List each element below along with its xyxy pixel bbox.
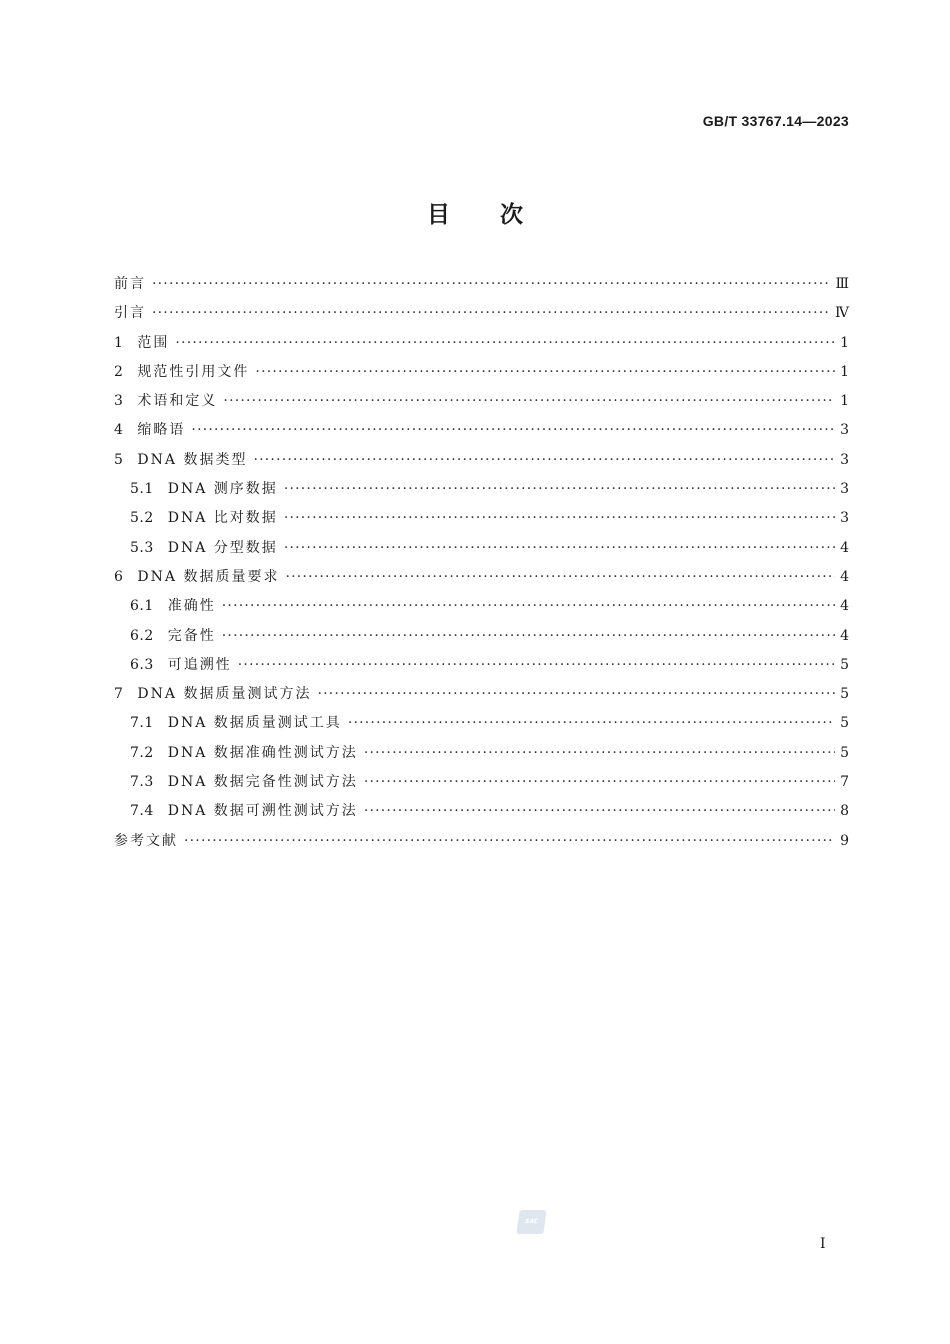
toc-entry-number: 7 — [114, 686, 124, 703]
page-title: 目次 — [427, 202, 573, 228]
toc-entry[interactable] — [114, 534, 849, 563]
toc-entry-page: Ⅲ — [835, 276, 849, 292]
toc-entry-label: 引言 — [114, 305, 146, 322]
toc-entry-label: DNA 数据质量测试方法 — [137, 686, 312, 703]
toc-entry[interactable] — [114, 622, 849, 651]
toc-dot-leader — [238, 651, 835, 680]
toc-dot-leader — [284, 504, 835, 533]
toc-entry-label: 准确性 — [167, 598, 216, 615]
toc-entry[interactable] — [114, 709, 849, 738]
toc-dot-leader — [222, 592, 835, 621]
toc-entry[interactable] — [114, 680, 849, 709]
toc-entry-page: 3 — [840, 422, 849, 439]
toc-entry[interactable] — [114, 475, 849, 504]
toc-entry-number: 4 — [114, 422, 124, 439]
toc-entry-page: 3 — [840, 481, 849, 498]
toc-dot-leader — [284, 475, 835, 504]
toc-entry-label: DNA 比对数据 — [167, 510, 278, 527]
toc-entry-label: DNA 测序数据 — [167, 481, 278, 498]
toc-entry-page: 5 — [840, 715, 849, 732]
toc-entry-number: 2 — [114, 363, 124, 380]
toc-entry-number: 1 — [114, 334, 124, 351]
toc-dot-leader — [364, 768, 835, 797]
toc-dot-leader — [222, 622, 835, 651]
toc-dot-leader — [184, 827, 835, 856]
toc-dot-leader — [253, 446, 835, 475]
toc-entry-number: 6.3 — [130, 656, 154, 673]
toc-entry-page: 1 — [840, 334, 849, 351]
toc-entry[interactable] — [114, 358, 849, 387]
toc-entry[interactable] — [114, 329, 849, 358]
toc-entry-page: 5 — [840, 656, 849, 673]
toc-dot-leader — [284, 534, 835, 563]
toc-dot-leader — [317, 680, 835, 709]
toc-entry-label: DNA 数据准确性测试方法 — [167, 744, 358, 761]
toc-entry-label: 缩略语 — [137, 422, 186, 439]
toc-entry-label: DNA 数据质量测试工具 — [167, 715, 342, 732]
toc-entry-page: 4 — [840, 598, 849, 615]
toc-entry[interactable] — [114, 416, 849, 445]
toc-entry-number: 7.1 — [130, 715, 154, 732]
toc-entry-label: 规范性引用文件 — [137, 363, 250, 380]
toc-entry-number: 6 — [114, 568, 124, 585]
document-code: GB/T 33767.14—2023 — [702, 113, 849, 129]
toc-entry[interactable] — [114, 797, 849, 826]
toc-entry-number: 6.1 — [130, 598, 154, 615]
toc-entry-number: 5 — [114, 451, 124, 468]
toc-entry[interactable] — [114, 387, 849, 416]
toc-dot-leader — [152, 270, 831, 299]
toc-entry-label: 范围 — [137, 334, 170, 351]
toc-entry-number: 5.3 — [130, 539, 154, 556]
sac-logo-watermark: SAC — [516, 1210, 546, 1234]
toc-dot-leader — [152, 299, 831, 328]
toc-entry[interactable] — [114, 739, 849, 768]
toc-entry-label: DNA 数据质量要求 — [137, 568, 280, 585]
toc-entry-page: 5 — [840, 686, 849, 703]
toc-entry-page: 4 — [840, 568, 849, 585]
toc-entry-page: 5 — [840, 744, 849, 761]
toc-entry[interactable] — [114, 592, 849, 621]
toc-entry[interactable] — [114, 299, 849, 328]
toc-entry-page: 7 — [840, 774, 849, 791]
toc-entry-page: 4 — [840, 627, 849, 644]
toc-entry-label: DNA 数据可溯性测试方法 — [167, 803, 358, 820]
toc-entry-label: DNA 数据类型 — [137, 451, 248, 468]
toc-dot-leader — [223, 387, 835, 416]
toc-entry[interactable] — [114, 504, 849, 533]
toc-entry-label: 参考文献 — [114, 832, 178, 849]
toc-entry-page: 1 — [840, 363, 849, 380]
toc-entry-page: 4 — [840, 539, 849, 556]
table-of-contents — [114, 270, 849, 856]
toc-entry[interactable] — [114, 768, 849, 797]
toc-entry-label: 可追溯性 — [167, 656, 232, 673]
toc-entry[interactable] — [114, 446, 849, 475]
toc-entry-page: Ⅳ — [835, 305, 849, 322]
toc-entry-number: 7.2 — [130, 744, 154, 761]
toc-dot-leader — [191, 416, 835, 445]
toc-entry[interactable] — [114, 651, 849, 680]
toc-entry-number: 7.4 — [130, 803, 154, 820]
toc-dot-leader — [175, 329, 835, 358]
toc-entry-label: DNA 分型数据 — [167, 539, 278, 556]
toc-entry-number: 7.3 — [130, 774, 154, 791]
toc-entry-number: 3 — [114, 393, 124, 410]
toc-entry[interactable] — [114, 563, 849, 592]
toc-entry-label: 前言 — [114, 276, 146, 292]
toc-entry-page: 3 — [840, 451, 849, 468]
toc-entry-number: 5.2 — [130, 510, 154, 527]
toc-entry[interactable] — [114, 827, 849, 856]
toc-entry-page: 8 — [840, 803, 849, 820]
toc-entry-page: 3 — [840, 510, 849, 527]
toc-entry-number: 6.2 — [130, 627, 154, 644]
page-number: I — [820, 1236, 826, 1252]
toc-dot-leader — [255, 358, 835, 387]
toc-entry-label: DNA 数据完备性测试方法 — [167, 774, 358, 791]
toc-dot-leader — [348, 709, 835, 738]
toc-entry[interactable] — [114, 270, 849, 299]
toc-dot-leader — [364, 797, 835, 826]
toc-entry-number: 5.1 — [130, 481, 154, 498]
toc-dot-leader — [364, 739, 835, 768]
toc-entry-label: 术语和定义 — [137, 393, 218, 410]
toc-entry-page: 9 — [840, 832, 849, 849]
toc-entry-page: 1 — [840, 393, 849, 410]
toc-entry-label: 完备性 — [167, 627, 216, 644]
toc-dot-leader — [285, 563, 835, 592]
